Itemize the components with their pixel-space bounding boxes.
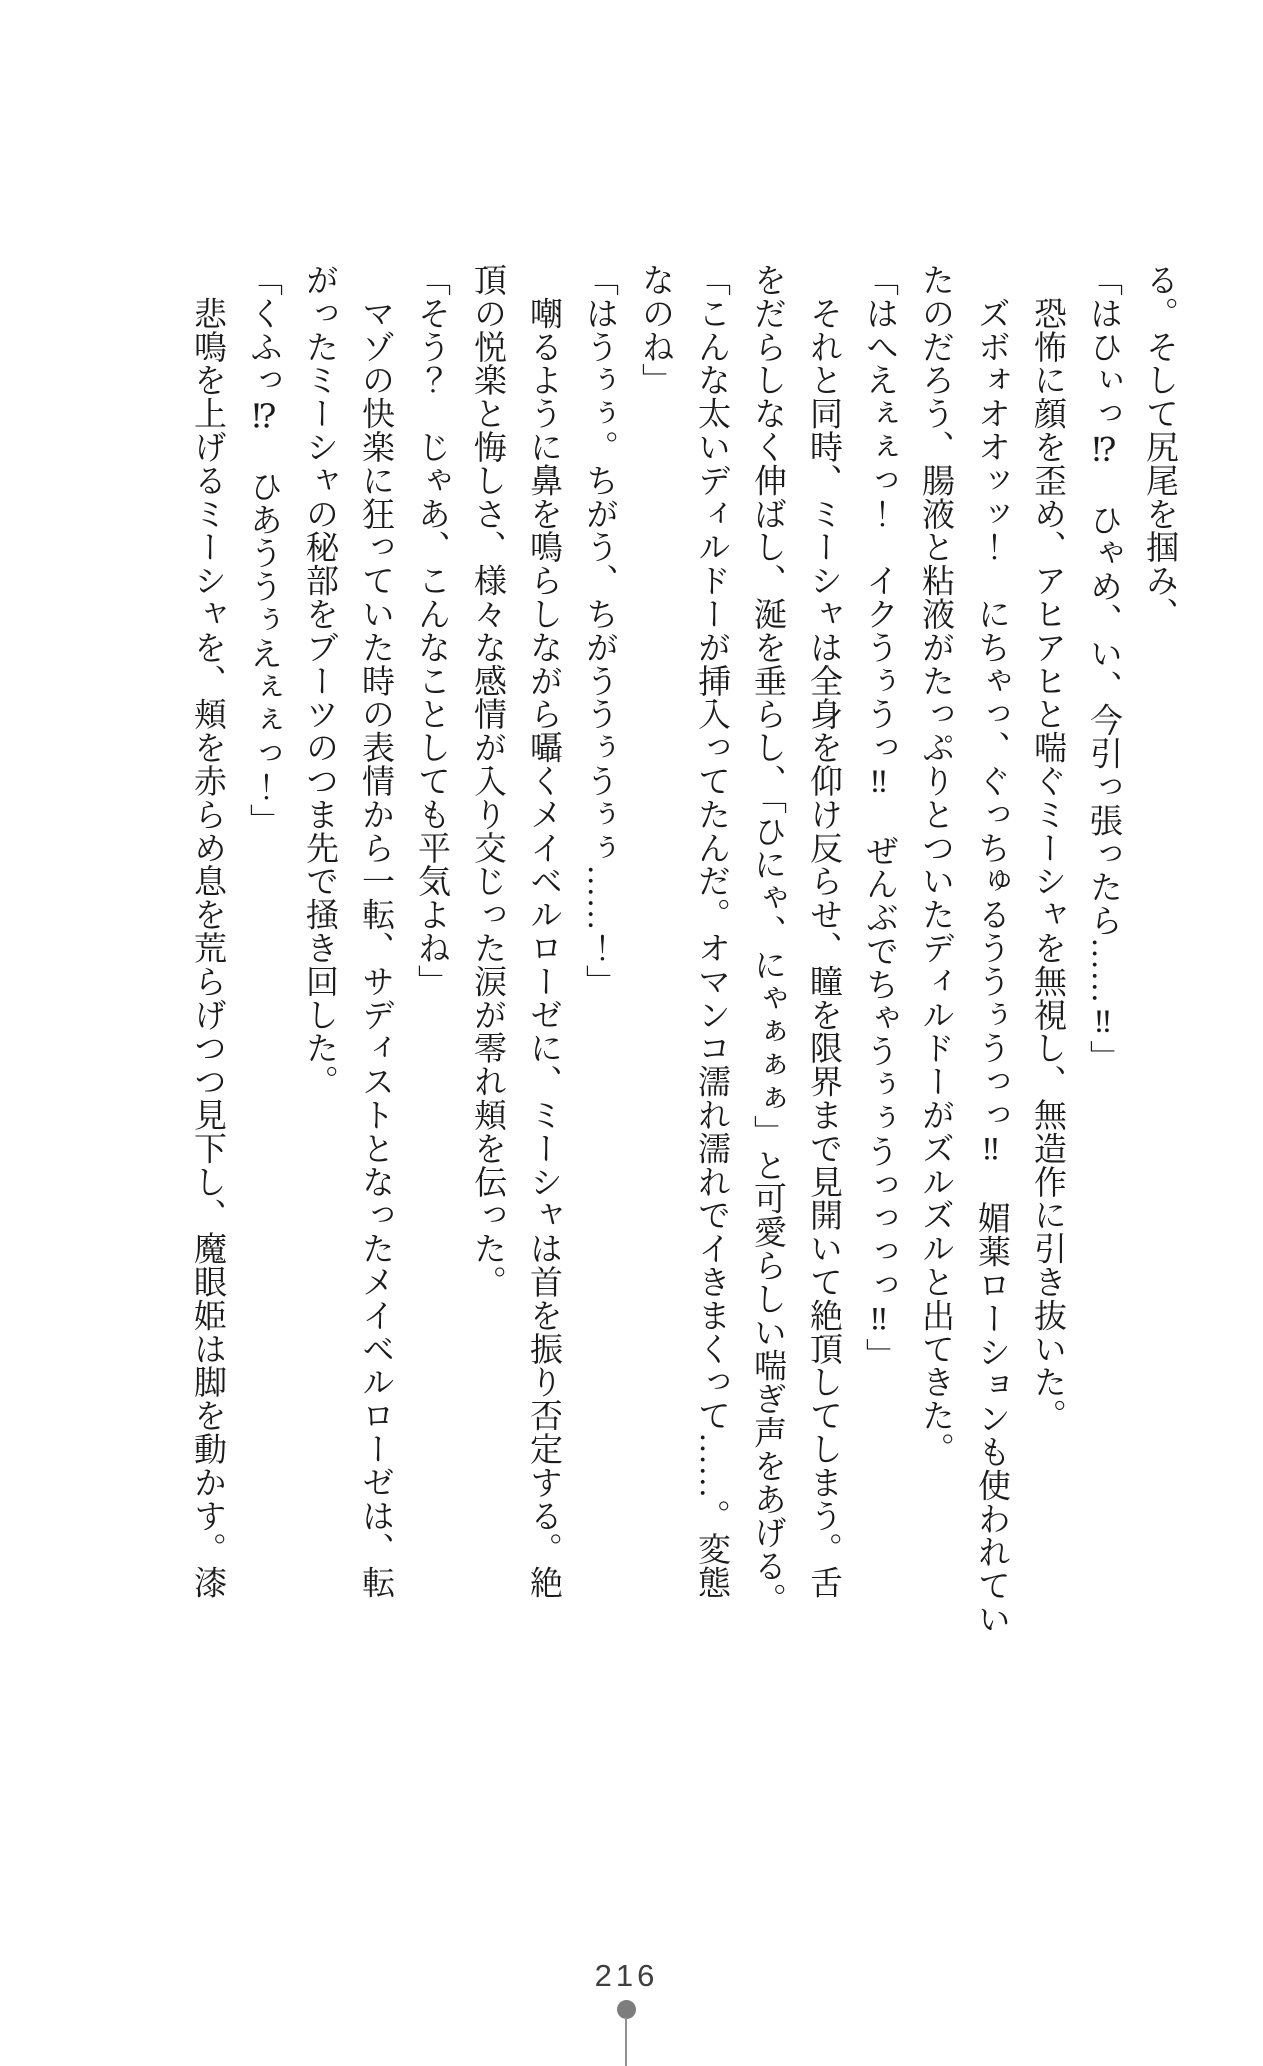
text-line: 頂の悦楽と悔しさ、様々な感情が入り交じった涙が零れ頬を伝った。 [469,263,505,1299]
text-line: 嘲るように鼻を鳴らしながら囁くメイベルローゼに、ミーシャは首を振り否定する。絶 [525,263,561,1599]
text-line: なのね」 [637,263,673,397]
page-number: 216 [594,1958,659,1993]
page-text-block [179,263,1187,1635]
text-line: たのだろう、腸液と粘液がたっぷりとついたディルドーがズルズルと出てきた。 [917,263,953,1466]
text-line: 「そう？ じゃあ、こんなことしても平気よね」 [413,263,449,998]
text-line: 「はひぃっ⁉ ひゃめ、い、今引っ張ったら……‼」 [1085,263,1121,1074]
text-line: ズボォオオッッ！ にちゃっ、ぐっちゅるううぅうっっ‼ 媚薬ローションも使われてい [973,263,1009,1636]
text-line: 「はへえぇぇっ！ イクうぅうっ‼ ぜんぶでちゃうぅぅうっっっっ‼」 [861,263,897,1372]
text-line: それと同時、ミーシャは全身を仰け反らせ、瞳を限界まで見開いて絶頂してしまう。舌 [805,263,841,1599]
text-line: マゾの快楽に狂っていた時の表情から一転、サディストとなったメイベルローゼは、転 [357,263,393,1599]
text-line: 恐怖に顔を歪め、アヒアヒと喘ぐミーシャを無視し、無造作に引き抜いた。 [1029,263,1065,1432]
text-line: がったミーシャの秘部をブーツのつま先で掻き回した。 [301,263,337,1098]
text-line: をだらしなく伸ばし、涎を垂らし、「ひにゃ、にゃぁぁぁ」と可愛らしい喘ぎ声をあげる。 [749,263,785,1616]
text-line: 「はうぅぅ。ちがう、ちがううぅうぅぅ……！」 [581,263,617,998]
text-line: る。そして尻尾を掴み、 [1141,263,1177,631]
text-line: 「こんな太いディルドーが挿入ってたんだ。オマンコ濡れ濡れでイきまくって……。変態 [693,263,729,1599]
bookmark-line [625,2017,627,2066]
text-line: 悲鳴を上げるミーシャを、頬を赤らめ息を荒らげつつ見下し、魔眼姫は脚を動かす。漆 [189,263,225,1599]
text-line: 「くふっ⁉ ひあううぅえぇぇっ！」 [245,263,281,837]
